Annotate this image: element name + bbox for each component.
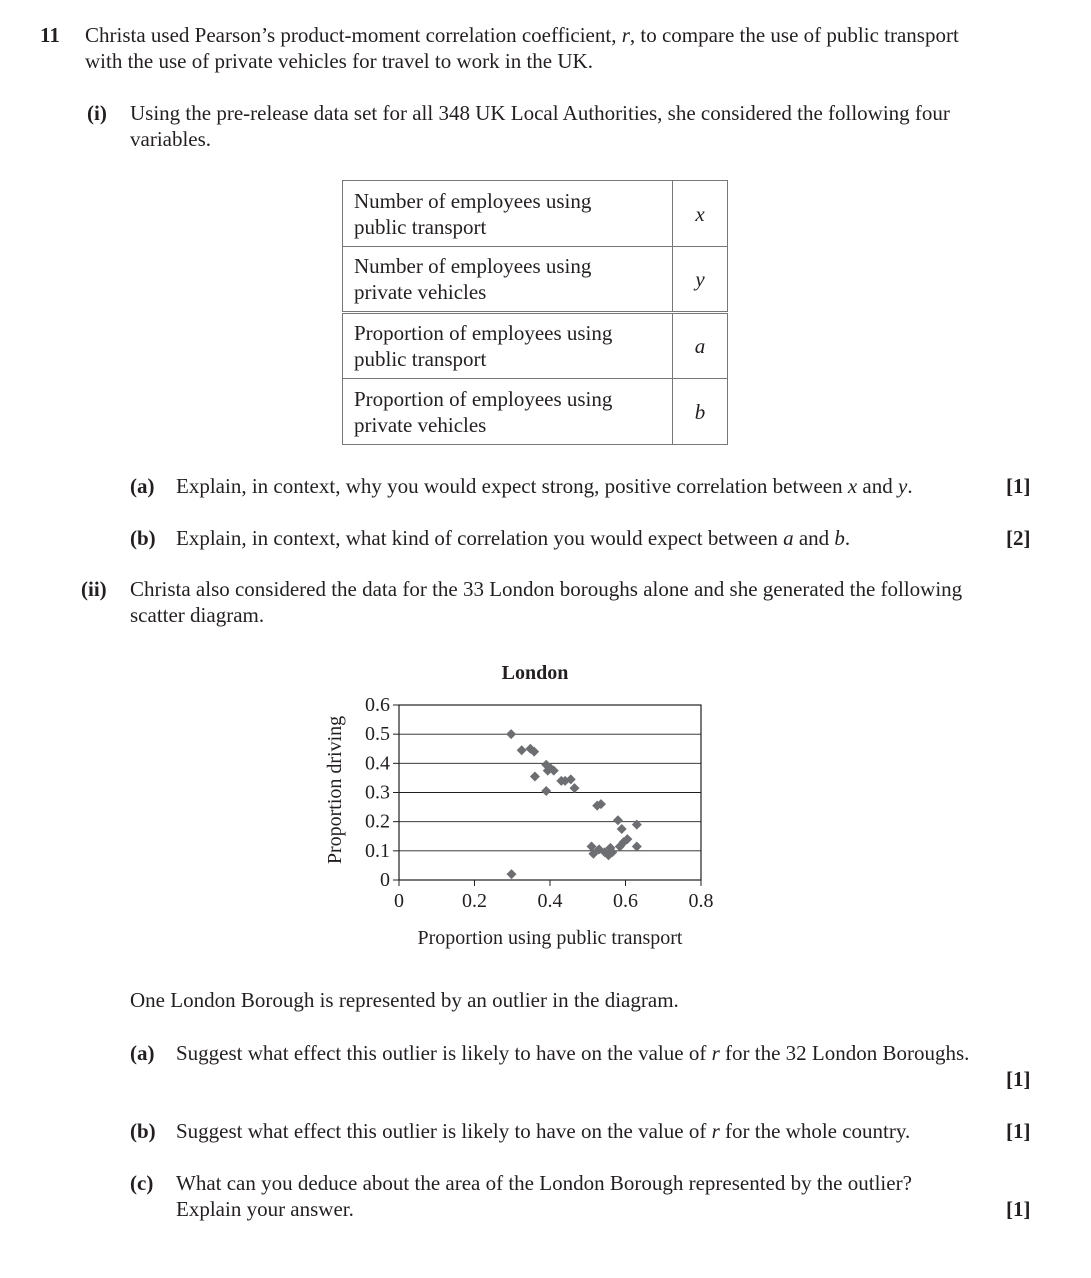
variable-symbol: y: [673, 247, 728, 313]
part-i-label: (i): [87, 101, 107, 125]
y-tick-label: 0.2: [365, 810, 390, 833]
part-i-a-marks: [1]: [1006, 474, 1031, 498]
variable-description: Number of employees using private vehicles: [343, 247, 673, 313]
x-tick-label: 0: [394, 890, 404, 912]
part-ii-c-marks: [1]: [1006, 1197, 1031, 1221]
chart-title: London: [501, 662, 569, 684]
variable-symbol: a: [673, 313, 728, 379]
x-axis-label: Proportion using public transport: [417, 927, 683, 949]
part-ii-a-text: Suggest what effect this outlier is likely to have on the value of r for the 32 London Boroughs.: [176, 1041, 970, 1065]
part-i-b-text: Explain, in context, what kind of correlation you would expect between a and b.: [176, 526, 851, 550]
grid-lines: [399, 734, 701, 851]
intro-text-2: , to compare the use of public transport: [629, 23, 959, 47]
part-i-a-label: (a): [130, 474, 155, 498]
x-tick-label: 0.6: [613, 890, 638, 912]
variable-symbol: x: [673, 181, 728, 247]
question-intro-line2: with the use of private vehicles for travel to work in the UK.: [85, 49, 593, 73]
table-row: [343, 313, 728, 379]
y-tick-label: 0.5: [365, 723, 390, 746]
axis-ticks: [365, 694, 714, 912]
question-intro: [85, 22, 1031, 48]
part-i-text-line2: variables.: [130, 127, 212, 151]
data-point: [632, 820, 642, 830]
table-row: [343, 247, 728, 313]
variable-symbol: b: [673, 379, 728, 445]
part-ii-b-text: Suggest what effect this outlier is likely to have on the value of r for the whole country.: [176, 1119, 911, 1143]
data-point: [570, 783, 580, 793]
part-ii-label: (ii): [81, 577, 107, 601]
intro-text-1: Christa used Pearson’s product-moment correlation coefficient,: [85, 23, 622, 47]
data-point: [506, 869, 516, 879]
variable-description: Proportion of employees using public transport: [343, 313, 673, 379]
y-tick-label: 0.6: [365, 694, 390, 716]
part-ii-c-text: What can you deduce about the area of the London Borough represented by the outlier?: [176, 1171, 912, 1195]
scatter-chart: [300, 650, 740, 960]
x-tick-label: 0.8: [688, 890, 714, 912]
y-tick-label: 0.1: [365, 839, 390, 862]
part-ii-b-marks: [1]: [1006, 1119, 1031, 1143]
x-tick-label: 0.2: [462, 890, 487, 912]
y-tick-label: 0.3: [365, 781, 390, 804]
x-tick-label: 0.4: [537, 890, 563, 912]
data-point: [632, 841, 642, 851]
data-point: [506, 729, 516, 739]
intro-r: r: [621, 23, 630, 47]
question-number: 11: [40, 23, 60, 47]
part-ii-c-label: (c): [130, 1171, 154, 1195]
table-row: [343, 181, 728, 247]
part-i-b-label: (b): [130, 526, 156, 550]
part-i-b-marks: [2]: [1006, 526, 1031, 550]
data-point: [541, 786, 551, 796]
part-i-a-text: Explain, in context, why you would expect strong, positive correlation between x and y.: [176, 474, 913, 498]
y-tick-label: 0.4: [365, 752, 390, 775]
variable-description: Number of employees using public transport: [343, 181, 673, 247]
part-ii-a-label: (a): [130, 1041, 155, 1065]
outlier-statement: One London Borough is represented by an outlier in the diagram.: [130, 988, 679, 1012]
part-ii-text-line2: scatter diagram.: [130, 603, 265, 627]
data-point: [530, 771, 540, 781]
part-ii-c-text-line2: Explain your answer.: [176, 1197, 354, 1221]
part-ii-b-label: (b): [130, 1119, 156, 1143]
part-ii-a-marks: [1]: [1006, 1067, 1031, 1091]
data-point: [613, 815, 623, 825]
variables-table: [342, 180, 728, 445]
part-ii-text: Christa also considered the data for the 33 London boroughs alone and she generated the following: [130, 577, 963, 601]
y-axis-label: Proportion driving: [324, 715, 346, 865]
table-row: [343, 379, 728, 445]
variable-description: Proportion of employees using private vehicles: [343, 379, 673, 445]
data-points: [506, 729, 642, 879]
y-tick-label: 0: [380, 869, 390, 891]
data-point: [517, 745, 527, 755]
data-point: [617, 824, 627, 834]
part-i-text: Using the pre-release data set for all 348 UK Local Authorities, she considered the following four: [130, 101, 950, 125]
